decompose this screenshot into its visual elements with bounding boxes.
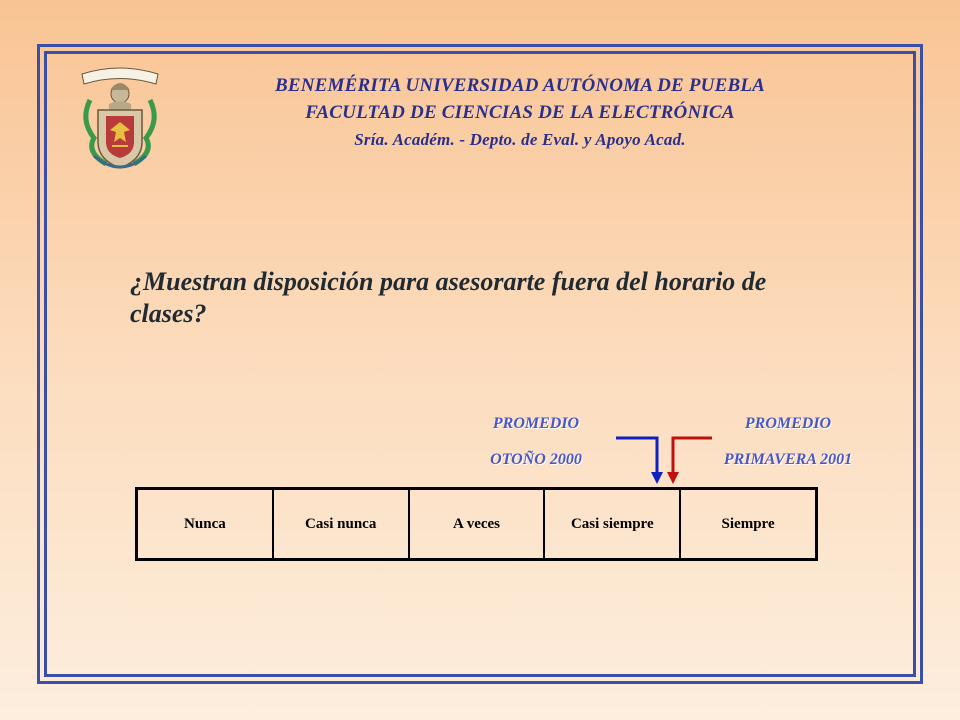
scale-option-casi-nunca: Casi nunca — [274, 490, 410, 558]
response-scale — [135, 487, 818, 561]
header-department: Sría. Académ. - Depto. de Eval. y Apoyo Acad. — [354, 130, 686, 149]
header-university: BENEMÉRITA UNIVERSIDAD AUTÓNOMA DE PUEBLA — [274, 75, 765, 96]
survey-question: ¿Muestran disposición para asesorarte fuera del horario de clases? — [130, 267, 767, 328]
scale-option-siempre: Siempre — [721, 515, 775, 532]
blue-average-arrow — [616, 438, 663, 484]
red-average-arrow — [667, 438, 712, 484]
average-label-spring-2001-term: PRIMAVERA 2001 — [723, 451, 853, 468]
scale-option-a-veces: A veces — [410, 490, 546, 558]
average-label-fall-2000-term: OTOÑO 2000 — [490, 451, 582, 468]
average-label-fall-2000-title: PROMEDIO — [492, 415, 580, 432]
average-label-spring-2001-title: PROMEDIO — [744, 415, 832, 432]
scale-option-casi-siempre: Casi siempre — [545, 490, 681, 558]
header-faculty: FACULTAD DE CIENCIAS DE LA ELECTRÓNICA — [305, 102, 735, 123]
scale-option-nunca: Nunca — [138, 490, 274, 558]
